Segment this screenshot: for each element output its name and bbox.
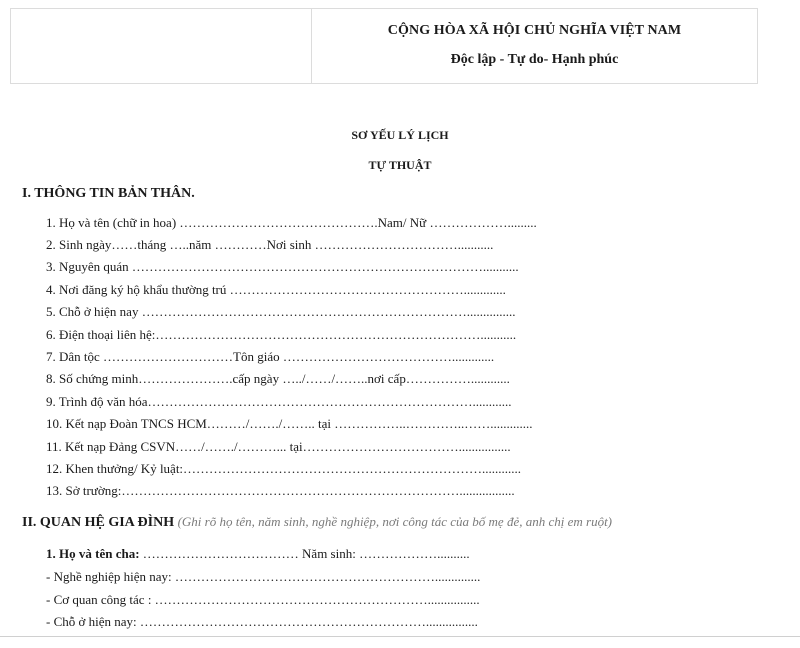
document-subtitle: TỰ THUẬT xyxy=(368,158,432,172)
field-id-card: 8. Số chứng minh………………….cấp ngày …../……/……..nơi cấp……………............ xyxy=(46,371,510,386)
field-father-name xyxy=(46,546,470,562)
field-youth-union: 10. Kết nạp Đoàn TNCS HCM………/……./…….. tại ……………..…………..……............. xyxy=(46,416,533,431)
field-full-name: 1. Họ và tên (chữ in hoa) ……………………………………….Nam/ Nữ ………………......... xyxy=(46,215,537,230)
document-title: SƠ YẾU LÝ LỊCH xyxy=(351,128,449,142)
nation-title: CỘNG HÒA XÃ HỘI CHỦ NGHĨA VIỆT NAM xyxy=(387,23,682,38)
section-family-heading: II. QUAN HỆ GIA ĐÌNH xyxy=(22,515,175,530)
field-hometown: 3. Nguyên quán ………………………………………………………………………........... xyxy=(46,259,519,274)
field-party-membership: 11. Kết nạp Đảng CSVN……/……./………... tại………………………………................ xyxy=(46,439,511,454)
section-family-hint: (Ghi rõ họ tên, năm sinh, nghề nghiệp, nơi công tác của bố mẹ đẻ, anh chị em ruột) xyxy=(177,514,613,529)
header-left-cell xyxy=(11,9,312,83)
header-right-cell xyxy=(312,9,757,83)
field-father-occupation: - Nghề nghiệp hiện nay: …………………………………………………….............. xyxy=(46,569,481,584)
section-personal-info-title: I. THÔNG TIN BẢN THÂN. xyxy=(22,186,195,201)
field-date-of-birth: 2. Sinh ngày……tháng …..năm …………Nơi sinh ……………………………........... xyxy=(46,237,494,252)
field-ethnicity-religion: 7. Dân tộc …………………………Tôn giáo …………………………………............. xyxy=(46,349,495,364)
field-father-address: - Chỗ ở hiện nay: …………………………………………………………................ xyxy=(46,614,478,629)
field-current-address: 5. Chỗ ở hiện nay …………………………………………………………………............... xyxy=(46,304,516,319)
field-education-level: 9. Trình độ văn hóa…………………………………………………………………............ xyxy=(46,394,512,409)
field-permanent-residence: 4. Nơi đăng ký hộ khẩu thường trú ………………………………………………............. xyxy=(46,282,506,297)
father-name-blank: ……………………………… Năm sinh: ……………….......... xyxy=(139,546,470,561)
field-phone: 6. Điện thoại liên hệ:…………………………………………………………………........... xyxy=(46,327,517,342)
section-family-title xyxy=(22,514,612,531)
field-strengths: 13. Sở trường:……………………………………………………………………................. xyxy=(46,483,515,498)
national-motto: Độc lập - Tự do- Hạnh phúc xyxy=(450,52,619,67)
field-rewards-discipline: 12. Khen thưởng/ Kỷ luật:……………………………………………………………............ xyxy=(46,461,522,476)
page-bottom-rule xyxy=(0,636,800,637)
father-name-label: 1. Họ và tên cha: xyxy=(46,546,140,561)
field-father-workplace: - Cơ quan công tác : ………………………………………………………................ xyxy=(46,592,480,607)
header-table xyxy=(10,8,758,84)
